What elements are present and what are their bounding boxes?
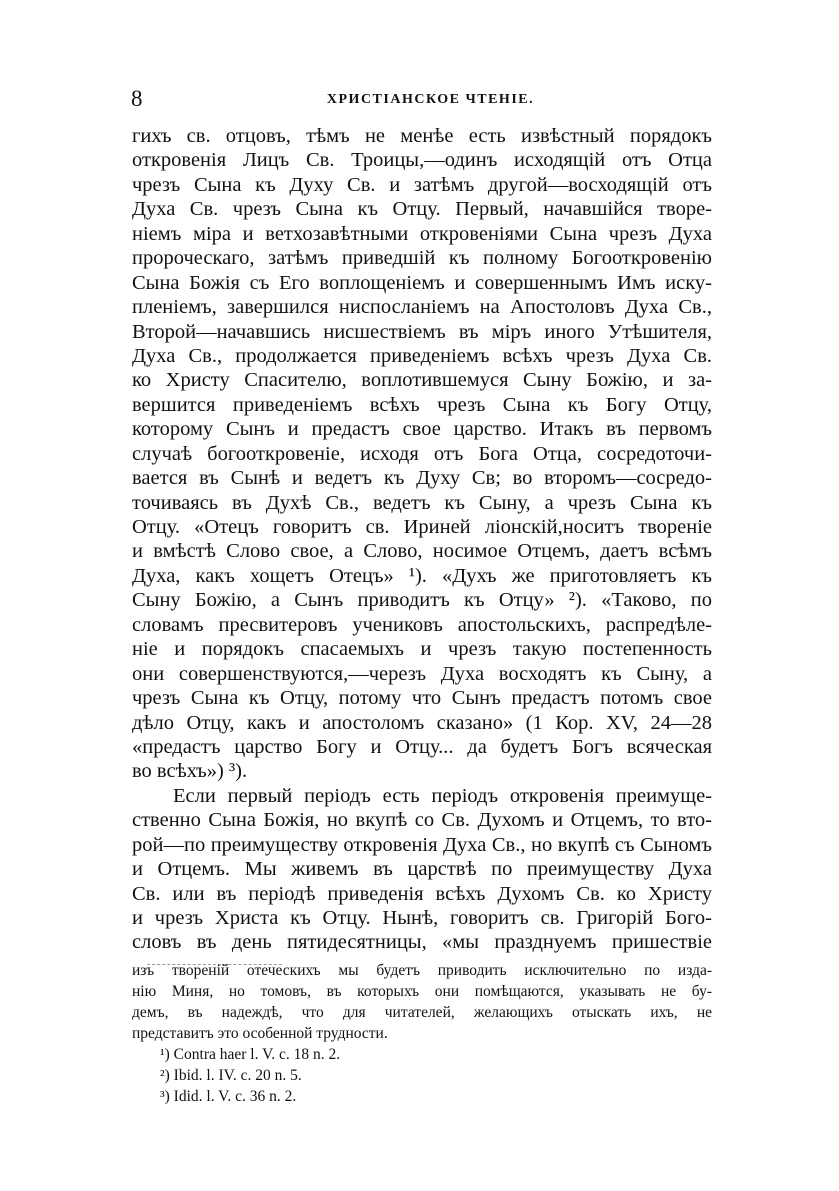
footnote-line: представитъ это особенной трудности. (132, 1025, 388, 1042)
text-line: Духа Св. чрезъ Сына къ Отцу. Первый, начавшійся творе- (132, 198, 712, 221)
footnote-reference: ²) Ibid. l. IV. c. 20 n. 5. (160, 1067, 302, 1084)
text-line: ко Христу Спасителю, воплотившемуся Сыну Божію, и за- (132, 369, 712, 392)
text-line: Сына Божія съ Его воплощеніемъ и совершеннымъ Имъ иску- (132, 271, 712, 294)
text-line: Сыну Божію, а Сынъ приводитъ къ Отцу» ²). «Таково, по (132, 589, 712, 612)
footnote-line: демъ, въ надеждѣ, что для читателей, желающихъ отыскать ихъ, не (132, 1004, 712, 1021)
text-line: Духа Св., продолжается приведеніемъ всѣхъ чрезъ Духа Св. (132, 344, 712, 367)
footnotes (132, 960, 712, 1107)
text-line: и вмѣстѣ Слово свое, а Слово, носимое Отцемъ, даетъ всѣмъ (132, 540, 712, 563)
page-number: 8 (131, 86, 143, 111)
text-line: ніемъ міра и ветхозавѣтными откровеніями Сына чрезъ Духа (132, 222, 712, 245)
text-line: гихъ св. отцовъ, тѣмъ не менѣе есть извѣстный порядокъ (132, 125, 712, 147)
text-line: «предастъ царство Богу и Отцу... да будетъ Богъ всяческая (132, 735, 712, 758)
text-line: Духа, какъ хощетъ Отецъ» ¹). «Духъ же приготовляетъ къ (132, 564, 712, 587)
text-line: словъ въ день пятидесятницы, «мы празднуемъ пришествіе (132, 931, 712, 954)
footnote-line: нію Миня, но томовъ, въ которыхъ они помѣщаются, указывать не бу- (132, 983, 712, 1000)
running-title: ХРИСТІАНСКОЕ ЧТЕНІЕ. (326, 92, 535, 107)
text-line: и Отцемъ. Мы живемъ въ царствѣ по преимуществу Духа (132, 858, 712, 881)
text-line: ственно Сына Божія, но вкупѣ со Св. Духомъ и Отцемъ, то вто- (132, 809, 712, 832)
text-line: точиваясь въ Духѣ Св., ведетъ къ Сыну, а чрезъ Сына къ (132, 491, 712, 514)
text-line: пленіемъ, завершился ниспосланіемъ на Апостоловъ Духа Св., (132, 296, 712, 319)
text-line: откровенія Лицъ Св. Троицы,—одинъ исходящій отъ Отца (132, 149, 712, 172)
text-line: Второй—начавшись нисшествіемъ въ міръ иного Утѣшителя, (132, 320, 712, 343)
footnote-reference: ¹) Contra haer l. V. c. 18 n. 2. (160, 1046, 341, 1063)
text-line: словамъ пресвитеровъ учениковъ апостольскихъ, распредѣле- (132, 613, 712, 636)
text-line: пророческаго, затѣмъ приведшій къ полному Богооткровенію (132, 247, 712, 270)
text-line: во всѣхъ») ³). (132, 760, 248, 783)
text-line: случаѣ богооткровеніе, исходя отъ Бога Отца, сосредоточи- (132, 442, 712, 465)
text-line: рой—по преимуществу откровенія Духа Св., но вкупѣ съ Сыномъ (132, 833, 712, 856)
text-line: и чрезъ Христа къ Отцу. Нынѣ, говоритъ св. Григорій Бого- (132, 907, 712, 929)
text-line: чрезъ Сына къ Духу Св. и затѣмъ другой—восходящій отъ (132, 173, 712, 196)
text-line: они совершенствуются,—черезъ Духа восходятъ къ Сыну, а (132, 662, 712, 685)
text-line: ніе и порядокъ спасаемыхъ и чрезъ такую постепенность (132, 638, 712, 661)
text-line: вершится приведеніемъ всѣхъ чрезъ Сына къ Богу Отцу, (132, 393, 712, 416)
text-line: которому Сынъ и предастъ свое царство. Итакъ въ первомъ (132, 418, 712, 441)
text-line: Св. или въ періодѣ приведенія всѣхъ Духомъ Св. ко Христу (132, 882, 712, 905)
text-line: Отцу. «Отецъ говоритъ св. Ириней ліонскій,носитъ твореніе (132, 516, 712, 538)
footnote-line: изъ твореній отеческихъ мы будетъ приводить исключительно по изда- (132, 962, 712, 979)
text-line: вается въ Сынѣ и ведетъ къ Духу Св; во второмъ—сосредо- (132, 467, 712, 490)
text-line: Если первый періодъ есть періодъ откровенія преимуще- (173, 784, 712, 807)
text-line: дѣло Отцу, какъ и апостоломъ сказано» (1 Кор. XV, 24—28 (132, 711, 712, 734)
footnote-reference: ³) Idid. l. V. c. 36 n. 2. (160, 1088, 297, 1105)
text-line: чрезъ Сына къ Отцу, потому что Сынъ предастъ потомъ свое (132, 687, 712, 710)
body-text (132, 124, 712, 955)
